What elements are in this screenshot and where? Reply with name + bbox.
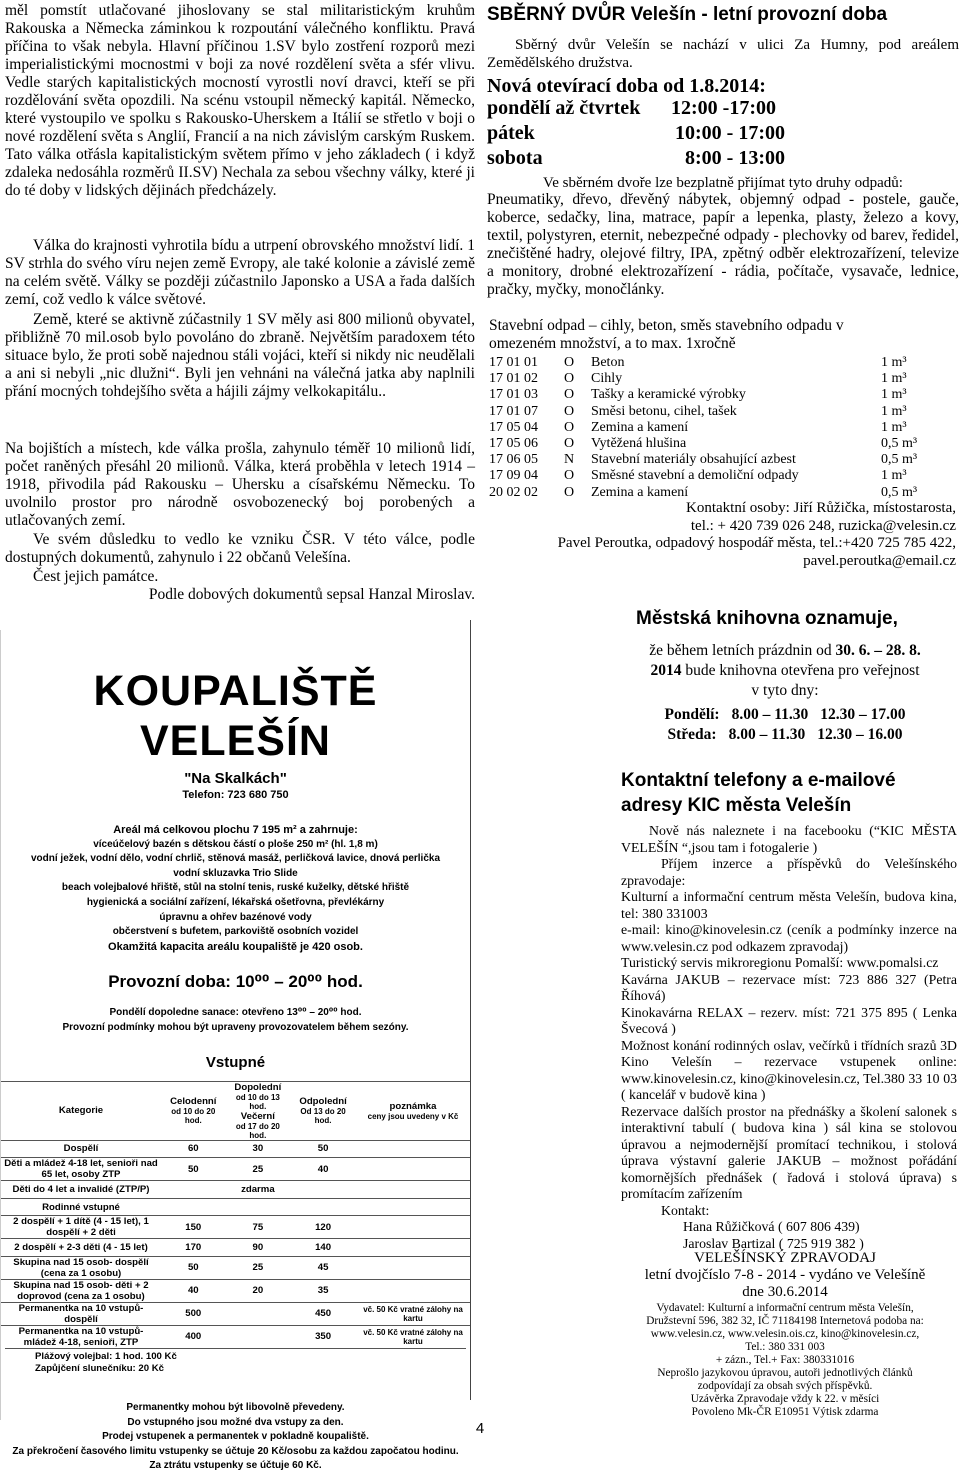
kic-line: Možnost konání rodinných oslav, večírků i třídních srazů 3D Kino Velešín – rezervace vstupenek online: www.kinovelesin.cz, kino@kinovelesin.cz, Tel.380 33 10 03 ( kancelář v budově kina )	[621, 1037, 957, 1102]
pool-subtitle: "Na Skalkách"	[184, 770, 287, 787]
pool-feature: víceúčelový bazén s dětskou částí o ploše 250 m² (hl. 1,8 m)	[93, 838, 378, 850]
kic-line: Příjem inzerce a příspěvků do Velešínského zpravodaje:	[621, 856, 957, 888]
pool-feature: hygienická a sociální zařízení, lékařská ošetřovna, převlékárny	[86, 896, 385, 908]
pool-footnotes: Permanentky mohou být libovolně převedeny. Do vstupného jsou možné dva vstupy za den. Prodej vstupenek a permanentek v pokladně koupaliště. Za překročení časového limitu vstupenky se účtuje 20 Kč/osobu za každou započatou hodinu. Za ztrátu vstupenky se účtuje 60 Kč.	[12, 1401, 459, 1472]
hours-row: pondělí až čtvrtek 12:00 -17:00	[487, 97, 776, 119]
table-row: 17 05 06 O Vytěžená hlušina 0,5 m³	[489, 435, 918, 451]
kic-line: Turistický servis mikroregionu Pomalší: www.pomalsi.cz	[621, 955, 939, 970]
hours-row: sobota 8:00 - 13:00	[487, 147, 785, 169]
sberny-contacts: Kontaktní osoby: Jiří Růžička, místostarosta, tel.: + 420 739 026 248, ruzicka@velesin.cz Pavel Peroutka, odpadový hospodář města, tel.:+420 725 785 422, pavel.peroutka@email.cz	[557, 500, 956, 569]
table-head-cell: Dopolední od 10 do 13 hod. Večerní od 17 do 20 hod.	[226, 1081, 291, 1140]
table-row: 17 09 04 O Směsné stavební a demoliční odpady 1 m³	[489, 468, 907, 484]
table-row: 2 dospělí + 2-3 děti (4 - 15 let) 170 90 140	[1, 1239, 470, 1257]
pool-table-head	[1, 1081, 470, 1140]
library-hours	[610, 705, 960, 745]
hours-row: pátek 10:00 - 17:00	[487, 122, 785, 144]
table-row: Permanentka na 10 vstupů- dospělí 500 450 vč. 50 Kč vratné zálohy na kartu	[1, 1302, 470, 1325]
sberny-waste-list: Pneumatiky, dřevo, dřevěný nábytek, objemný odpad - postele, gauče, koberce, sedačky, lina, matrace, papír a lepenka, plasty, železo a kovy, textil, polystyren, eternit, nebezpečné odpady - plechovky od barev, ředidel, znečištěné hadry, olejové filtry, IPA, zpětný odběr elektrozařízení, televize a monitory, drobné elektrozařízení - rádia, počítače, vysavače, lednice, pračky, myčky, monočlánky.	[487, 191, 959, 298]
sberny-building-waste: Stavební odpad – cihly, beton, směs stavebního odpadu v omezeném množství, a to max. 1xročně	[489, 317, 844, 352]
history-paragraph-6: Čest jejich památce.	[33, 568, 159, 585]
pool-hours: Provozní doba: 10⁰⁰ – 20⁰⁰ hod.	[108, 972, 363, 992]
table-head-cell: Celodenní od 10 do 20 hod.	[161, 1081, 226, 1140]
sberny-intro: Sběrný dvůr Velešín se nachází v ulici Za Humny, pod areálem Zemědělského družstva.	[487, 37, 959, 71]
history-paragraph-2: Válka do krajnosti vyhrotila bídu a utrpení obrovského množství lidí. 1 SV strhla do svého víru nejen země Evropy, ale také kolonie a závislé země na celém světě. Války se později zúčastnilo Japonsko a USA a řada dalších zemí, což vedlo k válce světové.	[5, 237, 475, 308]
column-divider	[470, 620, 471, 1400]
library-hours-row: Středa: 8.00 – 11.30 12.30 – 16.00	[667, 726, 903, 743]
pool-prices-title: Vstupné	[205, 1053, 266, 1071]
page-number: 4	[475, 1420, 485, 1437]
table-row: 17 01 02 O Cihly 1 m³	[489, 371, 907, 387]
pool-phone: Telefon: 723 680 750	[182, 789, 289, 801]
table-row: 2 dospělí + 1 dítě (4 - 15 let), 1 dospělí + 2 děti 150 75 120	[1, 1216, 470, 1239]
sberny-hours	[487, 96, 959, 171]
table-row: 17 05 04 O Zemina a kamení 1 m³	[489, 419, 907, 435]
zpravodaj-imprint: Vydavatel: Kulturní a informační centrum města Velešín, Družstevní 596, 382 32, IČ 71184198 Internetová podoba na: www.velesin.cz, www.velesin.ois.cz, kino@kinovelesin.cz, Tel.: 380 331 003 + zázn., Tel.+ Fax: 380331016 Neprošlo jazykovou úpravou, autoři jednotlivých článků zodpovídají za obsah svých příspěvků. Uzávěrka Zpravodaje vždy k 22. v měsíci Povoleno Mk-ČR E10951 Výtisk zdarma	[646, 1302, 924, 1418]
table-row: 17 01 03 O Tašky a keramické výrobky 1 m³	[489, 387, 907, 403]
table-row: Děti do 4 let a invalidé (ZTP/P) zdarma	[1, 1181, 470, 1199]
sberny-title: SBĚRNÝ DVŮR Velešín - letní provozní doba	[487, 4, 888, 25]
pool-area-intro: Areál má celkovou plochu 7 195 m² a zahrnuje:	[113, 824, 358, 836]
pool-title: KOUPALIŠTĚ VELEŠÍN	[93, 667, 378, 765]
library-title: Městská knihovna oznamuje,	[636, 608, 898, 629]
table-row: 17 06 05 N Stavební materiály obsahující azbest 0,5 m³	[489, 452, 918, 468]
table-row: Permanentka na 10 vstupů- mládež 4-18, senioři, ZTP 400 350 vč. 50 Kč vratné zálohy na kartu	[1, 1325, 470, 1348]
pool-feature: občerstvení s bufetem, parkoviště osobních vozidel	[112, 926, 359, 938]
pool-feature: vodní ježek, vodní dělo, vodní chrlič, stěnová masáž, perličková lavice, dnová perlička	[30, 853, 441, 865]
table-head-cell: Kategorie	[1, 1081, 161, 1140]
kic-line: Kulturní a informační centrum města Velešín, budova kina, tel: 380 331003	[621, 889, 957, 921]
kic-contact-label: Kontakt:	[661, 1202, 710, 1218]
zpravodaj-issue: letní dvojčíslo 7-8 - 2014 - vydáno ve Velešíně	[644, 1267, 926, 1283]
table-row: Děti a mládež 4-18 let, senioři nad 65 let, osoby ZTP 50 25 40	[1, 1158, 470, 1181]
table-row: 17 01 01 O Beton 1 m³	[489, 355, 907, 370]
zpravodaj-masthead	[610, 1250, 960, 1301]
pool-capacity: Okamžitá kapacita areálu koupaliště je 420 osob.	[108, 940, 363, 953]
kic-line: Kavárna JAKUB – rezervace míst: 723 886 327 (Petra Říhová)	[621, 971, 957, 1003]
kic-info	[621, 823, 957, 1252]
library-hours-row: Pondělí: 8.00 – 11.30 12.30 – 17.00	[664, 706, 906, 723]
pool-note-2: Provozní podmínky mohou být upraveny provozovatelem během sezóny.	[62, 1021, 409, 1033]
history-paragraph-1: měl pomstít utlačované jihoslovany se stal militaristickým kruhům Rakouska a Německa záminkou k rozpoutání válečného konfliktu. Pravá příčina to však nebyla. Hlavní příčinou 1.SV bylo zostření rozporů mezi imperialistickými mocnostmi v boji za nové rozdělení světa a sfér vlivu. Vedle starých kapitalistických mocností vyrostli noví dravci, kteří se při rozdělování světa opozdili. Na scénu vstoupil německý kapitál. Německo, které vystoupilo ve spolku s Rakousko-Uherskem a Itálií se střetlo v boji o nové rozdělení světa s Anglií, Francií a na nich závislým carským Ruskem. Tato válka otřásla kapitalistickým světem přímo v jeho základech ( i když zdaleka nedosáhla rozměrů II.SV) Nechala za sebou všechny války, které ji do té doby v lidských dějinách předcházely.	[5, 2, 475, 199]
table-row: Skupina nad 15 osob- děti + 2 doprovod (cena za 1 osobu) 40 20 35	[1, 1279, 470, 1302]
history-paragraph-3: Země, které se aktivně zúčastnily 1 SV měly asi 800 milionů obyvatel, přibližně 70 mil.osob bylo povoláno do zbraně. Největším paradoxem této situace bylo, že proti sobě najednou stáli vojáci, kteří si nikdy nic neudělali a ani si nebyli „nic dlužni“. Byli jen vehnáni na válečná jatka aby naplnili přání mocných tohdejšího světa a hájili zájmy velkokapitálu..	[5, 311, 475, 400]
table-head-cell: poznámka ceny jsou uvedeny v Kč	[356, 1081, 470, 1140]
sberny-new-hours: Nová otevírací doba od 1.8.2014:	[487, 75, 766, 97]
table-row: 20 02 02 O Zemina a kamení 0,5 m³	[489, 484, 918, 500]
pool-feature: beach volejbalové hřiště, stůl na stolní tenis, ruské kuželky, dětské hřiště	[61, 882, 410, 894]
pool-price-table	[1, 1081, 470, 1348]
pool-feature: úpravnu a ohřev bazénové vody	[159, 911, 312, 923]
pool-note-1: Pondělí dopoledne sanace: otevřeno 13⁰⁰ – 20⁰⁰ hod.	[109, 1007, 362, 1019]
zpravodaj-title: VELEŠÍNSKÝ ZPRAVODAJ	[694, 1250, 876, 1266]
pool-extras: Plážový volejbal: 1 hod. 100 Kč Zapůjčení slunečníku: 20 Kč	[5, 1348, 466, 1375]
library-text: že během letních prázdnin od 30. 6. – 28. 8. 2014 bude knihovna otevřena pro veřejnost v tyto dny:	[649, 642, 921, 699]
kic-contact: Hana Růžičková ( 607 806 439)	[683, 1219, 860, 1234]
waste-codes-table	[489, 355, 954, 501]
table-row: Skupina nad 15 osob- dospělí (cena za 1 osobu) 50 25 45	[1, 1256, 470, 1279]
table-row: Rodinné vstupné	[1, 1198, 470, 1216]
kic-title: Kontaktní telefony a e-mailové adresy KIC města Velešín	[621, 770, 896, 816]
kic-contact: Jaroslav Bartizal ( 725 919 382 )	[683, 1235, 864, 1251]
kic-line: Rezervace dalších prostor na přednášky a školení salonek s interaktivní tabulí ( budova kina ) sál kina se stolovou úpravou a nejmodernější promítací technikou, i stolová úprava výstavní galerie JAKUB – možnost pořádání komornějších přednášek ( řadová i stolová úprava) s promítacím zařízením	[621, 1103, 957, 1201]
table-row: Dospělí 60 30 50	[1, 1140, 470, 1158]
history-signature: Podle dobových dokumentů sepsal Hanzal Miroslav.	[148, 586, 475, 603]
sberny-free-intro: Ve sběrném dvoře lze bezplatně přijímat tyto druhy odpadů:	[543, 175, 903, 191]
zpravodaj-date: dne 30.6.2014	[742, 1284, 828, 1300]
kic-line: e-mail: kino@kinovelesin.cz (ceník a podmínky inzerce na www.velesin.cz pod odkazem zpravodaj)	[621, 922, 957, 954]
pool-poster	[0, 630, 470, 1472]
kic-line: Nově nás naleznete i na facebooku (“KIC MĚSTA VELEŠÍN “,jsou tam i fotogalerie )	[621, 823, 957, 855]
pool-feature: vodní skluzavka Trio Slide	[173, 867, 298, 879]
history-paragraph-4: Na bojištích a místech, kde válka prošla, zahynulo téměř 10 milionů lidí, počet raněných přesáhl 20 milionů. Válka, která proběhla v letech 1914 – 1918, přivodila pád Rakousku – Uhersku a císařskému Německu. To uvolnilo prostor pro národně osvobozenecký boj porobených a utlačovaných zemí.	[5, 440, 475, 529]
table-head-cell: Odpolední Od 13 do 20 hod.	[290, 1081, 356, 1140]
table-row: 17 01 07 O Směsi betonu, cihel, tašek 1 m³	[489, 403, 907, 419]
history-paragraph-5: Ve svém důsledku to vedlo ke vzniku ČSR. V této válce, podle dostupných dokumentů, zahynulo i 22 občanů Velešína.	[5, 531, 475, 566]
kic-line: Kinokavárna RELAX – rezerv. míst: 721 375 895 ( Lenka Švecová )	[621, 1004, 957, 1036]
